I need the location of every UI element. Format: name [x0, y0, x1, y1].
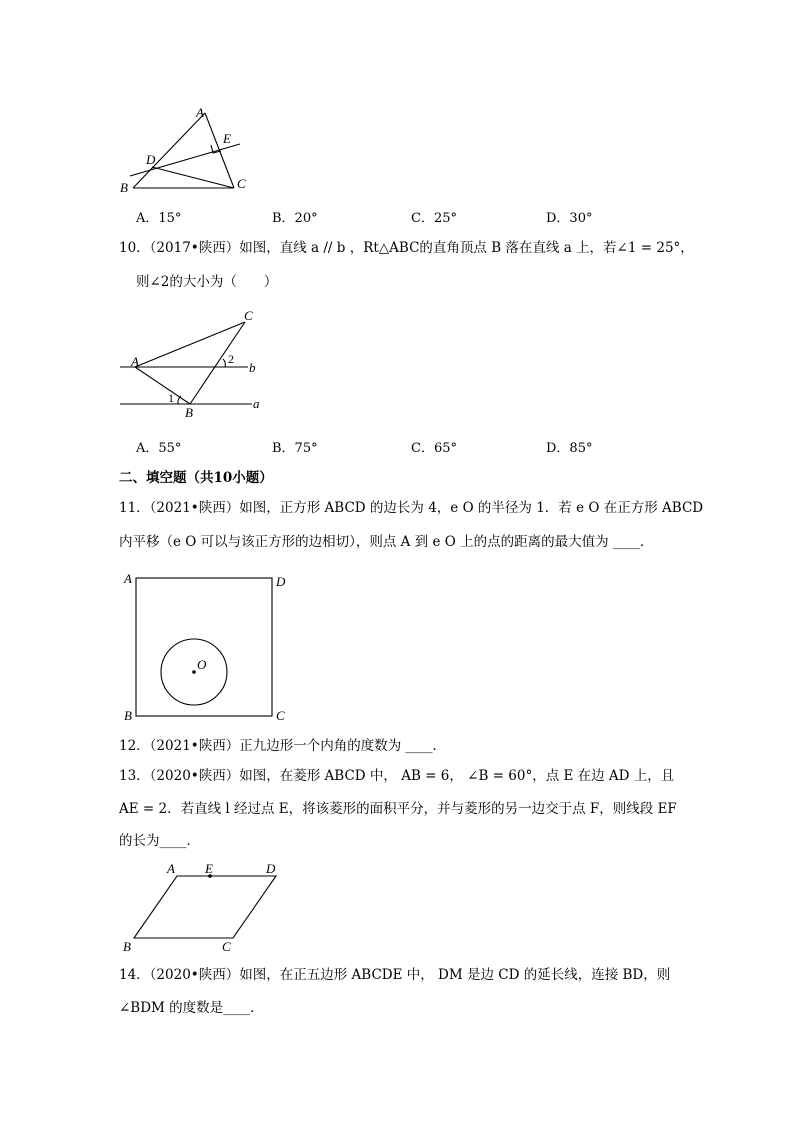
q13-text-line2: AE = 2．若直线 l 经过点 E，将该菱形的面积平分，并与菱形的另一边交于点 F，则线段 EF [119, 801, 677, 817]
fig9-label-A: A [196, 105, 204, 120]
fig10-label-A: A [131, 354, 139, 369]
fig10-label-B: B [185, 405, 193, 420]
q10-text-line1: 10．（2017•陕西）如图，直线 a // b ，Rt△ABC的直角顶点 B 落在直线 a 上，若∠1 = 25°， [119, 240, 694, 256]
fig10-label-2: 2 [228, 352, 234, 366]
fig9-label-C: C [237, 176, 246, 191]
q9-option-d: D．30° [546, 211, 593, 226]
fig11-label-O: O [197, 657, 207, 672]
q9-option-b: B．20° [272, 211, 318, 226]
fig13-label-B: B [123, 939, 131, 954]
fig11-label-D: D [276, 574, 286, 589]
fig10-label-a: a [253, 396, 260, 411]
fig10-label-C: C [244, 308, 253, 323]
q13-text-line1: 13．（2020•陕西）如图，在菱形 ABCD 中， AB = 6， ∠B = 60°，点 E 在边 AD 上，且 [119, 768, 675, 784]
q11-text-line1: 11．（2021•陕西）如图，正方形 ABCD 的边长为 4，e O 的半径为 1．若 e O 在正方形 ABCD [119, 500, 704, 516]
q11-text-line2: 内平移（e O 可以与该正方形的边相切），则点 A 到 e O 上的点的距离的最大值为 ____． [119, 534, 654, 550]
q9-option-a: A．15° [136, 211, 182, 226]
fig9-label-D: D [146, 152, 156, 167]
q10-option-b: B．75° [272, 441, 318, 456]
q10-option-c: C．65° [411, 441, 457, 456]
q14-text-line1: 14．（2020•陕西）如图，在正五边形 ABCDE 中， DM 是边 CD 的延长线，连接 BD，则 [119, 967, 671, 983]
fig10-label-b: b [249, 360, 256, 375]
fig13-label-C: C [222, 939, 231, 954]
fig9-label-B: B [120, 180, 128, 195]
fig13-label-A: A [167, 861, 175, 876]
fig11-label-C: C [276, 708, 285, 723]
q12-text-line1: 12．（2021•陕西）正九边形一个内角的度数为 ____． [119, 738, 447, 754]
fig11-label-A: A [124, 571, 132, 586]
q14-text-line2: ∠BDM 的度数是____． [119, 1000, 264, 1016]
fig11-label-B: B [124, 708, 132, 723]
fig9-label-E: E [223, 131, 231, 146]
q10-option-a: A．55° [136, 441, 182, 456]
section-heading-fill-in: 二、填空题（共10小题） [119, 470, 273, 486]
q10-option-d: D．85° [546, 441, 593, 456]
q13-text-line3: 的长为____． [119, 833, 200, 849]
fig10-label-1: 1 [168, 391, 174, 405]
fig13-label-D: D [266, 861, 276, 876]
fig13-label-E: E [205, 861, 213, 876]
q9-option-c: C．25° [411, 211, 457, 226]
fig13-rhombus-ABCD [134, 876, 276, 938]
q10-text-line2: 则∠2的大小为（ ） [136, 274, 278, 290]
